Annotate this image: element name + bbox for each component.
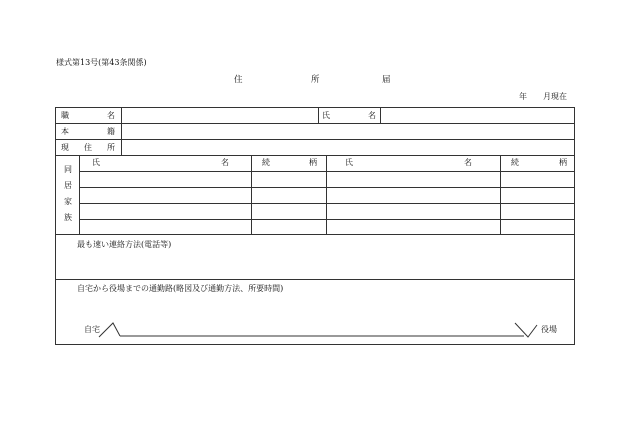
family-relation-header-2: 柄 [309,158,317,167]
route-end-label: 役場 [541,325,557,334]
family-side-label-2: 居 [64,181,72,190]
date-year-label: 年 [519,92,527,101]
address-label-1: 現 [61,143,69,152]
name-label-2: 名 [368,111,376,120]
family-name-header-1: 氏 [92,158,100,167]
date-month-label: 月現在 [543,92,567,101]
domicile-label-1: 本 [61,127,69,136]
family-relation-header-1: 続 [262,158,270,167]
commute-route-label: 自宅から役場までの通勤路(略図及び通勤方法、所要時間) [77,284,284,293]
address-label-3: 所 [107,143,115,152]
route-start-label: 自宅 [84,325,100,334]
title-char-3: 届 [382,75,391,85]
family-name-header-2: 名 [221,158,229,167]
title-char-1: 住 [234,75,243,85]
contact-method-label: 最も速い連絡方法(電話等) [77,240,172,249]
form-table [55,107,575,345]
name-label-1: 氏 [322,111,330,120]
job-title-label-1: 職 [61,111,69,120]
form-number: 様式第13号(第43条関係) [56,58,147,67]
job-title-label-2: 名 [107,111,115,120]
family-relation-header-3: 続 [511,158,519,167]
address-label-2: 住 [84,143,92,152]
family-side-label-1: 同 [64,165,72,174]
family-side-label-4: 族 [64,213,72,222]
family-relation-header-4: 柄 [559,158,567,167]
family-name-header-3: 氏 [345,158,353,167]
family-side-label-3: 家 [64,197,72,206]
route-line [56,108,574,344]
family-name-header-4: 名 [464,158,472,167]
title-char-2: 所 [311,75,320,85]
domicile-label-2: 籍 [107,127,115,136]
